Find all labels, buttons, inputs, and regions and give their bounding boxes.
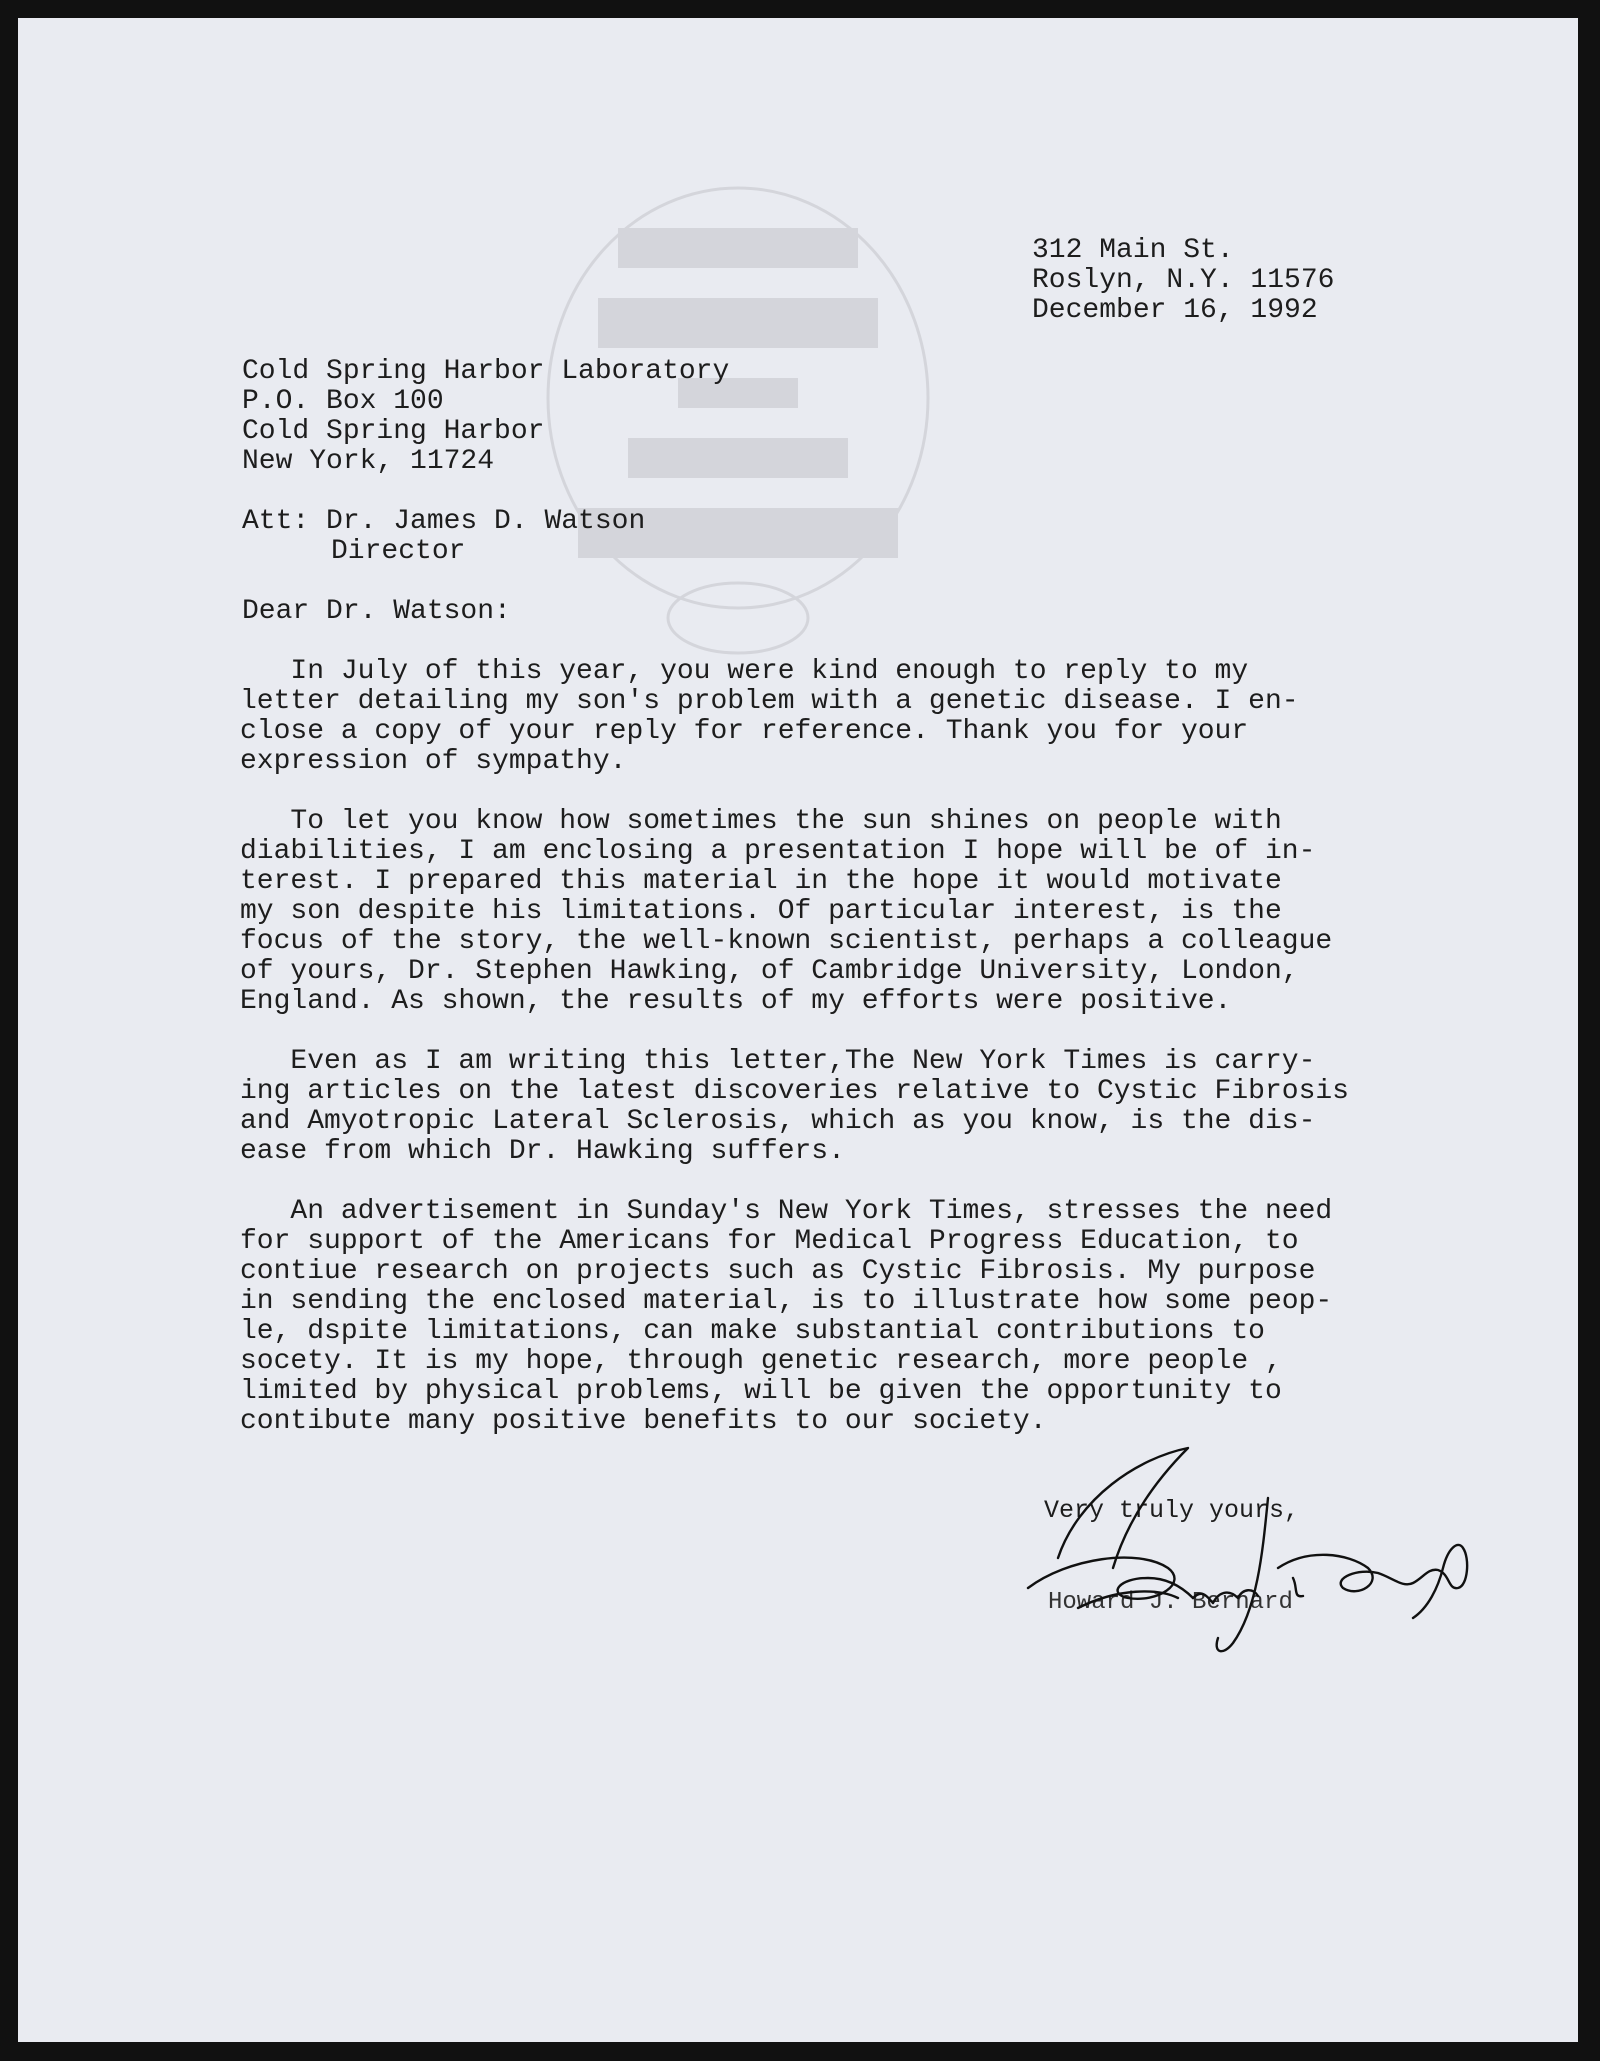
attention-block [242, 507, 645, 567]
paragraph-line: ing articles on the latest discoveries relative to Cystic Fibrosis [240, 1076, 1349, 1107]
paragraph-line: expression of sympathy. [240, 746, 627, 777]
salutation: Dear Dr. Watson: [242, 596, 511, 627]
paragraph-line: contiue research on projects such as Cystic Fibrosis. My purpose [240, 1256, 1316, 1287]
paragraph-line: close a copy of your reply for reference. Thank you for your [240, 716, 1249, 747]
recipient-town: Cold Spring Harbor [242, 416, 545, 447]
paragraph-line: letter detailing my son's problem with a genetic disease. I en- [240, 686, 1299, 717]
paragraph-1 [240, 657, 1299, 777]
signature-icon [1018, 1438, 1478, 1668]
attention-line: Att: Dr. James D. Watson [242, 506, 646, 537]
paragraph-line: contibute many positive benefits to our society. [240, 1406, 1047, 1437]
recipient-org: Cold Spring Harbor Laboratory [242, 356, 730, 387]
paragraph-line: for support of the Americans for Medical Progress Education, to [240, 1226, 1299, 1257]
recipient-box: P.O. Box 100 [242, 386, 444, 417]
paragraph-line: To let you know how sometimes the sun shines on people with [240, 806, 1282, 837]
letter-sheet [18, 18, 1578, 2042]
paragraph-line: Even as I am writing this letter,The New York Times is carry- [240, 1046, 1316, 1077]
paragraph-line: An advertisement in Sunday's New York Times, stresses the need [240, 1196, 1333, 1227]
paragraph-line: In July of this year, you were kind enough to reply to my [240, 656, 1249, 687]
sender-city: Roslyn, N.Y. 11576 [1032, 265, 1335, 296]
sender-street: 312 Main St. [1032, 235, 1234, 266]
paragraph-line: England. As shown, the results of my efforts were positive. [240, 986, 1232, 1017]
paragraph-line: and Amyotropic Lateral Sclerosis, which as you know, is the dis- [240, 1106, 1316, 1137]
closing: Very truly yours, [1044, 1496, 1300, 1525]
paragraph-2 [240, 807, 1332, 1017]
paragraph-line: diabilities, I am enclosing a presentation I hope will be of in- [240, 836, 1316, 867]
paragraph-line: terest. I prepared this material in the hope it would motivate [240, 866, 1282, 897]
paragraph-3 [240, 1047, 1349, 1167]
paragraph-line: limited by physical problems, will be given the opportunity to [240, 1376, 1282, 1407]
signer-name: Howard J. Bernard [1048, 1589, 1293, 1616]
paragraph-line: le, dspite limitations, can make substantial contributions to [240, 1316, 1265, 1347]
paragraph-line: my son despite his limitations. Of particular interest, is the [240, 896, 1282, 927]
paragraph-line: of yours, Dr. Stephen Hawking, of Cambridge University, London, [240, 956, 1299, 987]
paragraph-line: in sending the enclosed material, is to illustrate how some peop- [240, 1286, 1333, 1317]
letter-date: December 16, 1992 [1032, 295, 1318, 326]
paragraph-line: socety. It is my hope, through genetic research, more people , [240, 1346, 1282, 1377]
recipient-state: New York, 11724 [242, 446, 495, 477]
paragraph-line: focus of the story, the well-known scientist, perhaps a colleague [240, 926, 1333, 957]
paragraph-line: ease from which Dr. Hawking suffers. [240, 1136, 845, 1167]
recipient-address [242, 357, 729, 477]
sender-address [1032, 236, 1334, 326]
paragraph-4 [240, 1197, 1332, 1437]
attention-title: Director [331, 536, 466, 567]
